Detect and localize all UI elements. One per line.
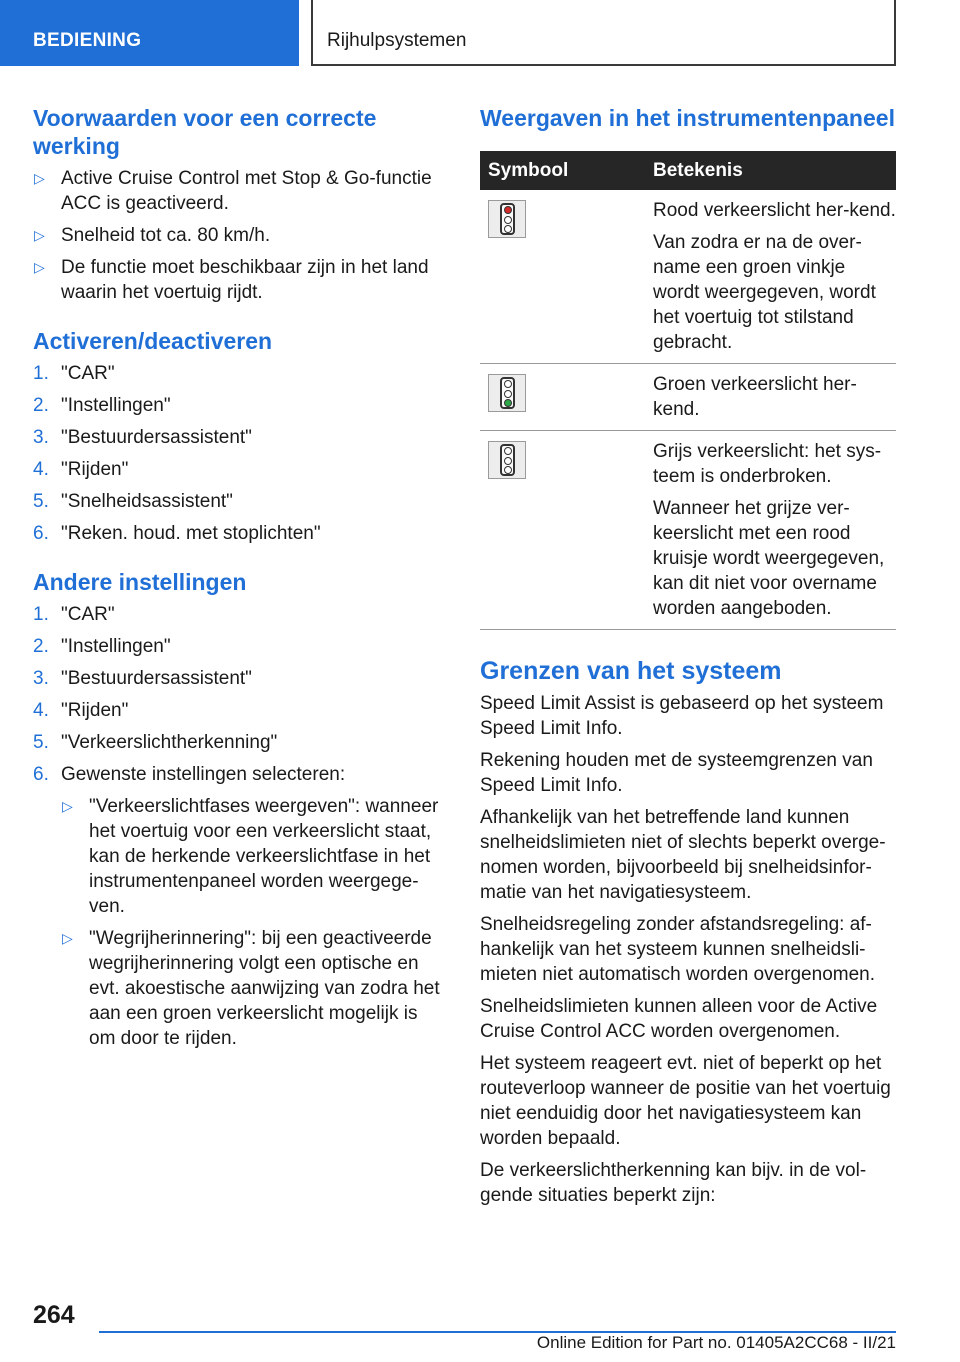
edition-note: Online Edition for Part no. 01405A2CC68 - II/21	[536, 1333, 896, 1352]
list-item: ▷ Snelheid tot ca. 80 km/h.	[34, 225, 271, 246]
meaning-text: Groen verkeerslicht her-kend.	[653, 374, 857, 420]
sub-options-list	[61, 794, 445, 1051]
list-item: ▷ De functie moet beschikbaar zijn in het land waarin het voertuig rijdt.	[34, 257, 429, 303]
triangle-bullet-icon: ▷	[62, 930, 73, 946]
paragraph: Afhankelijk van het betreffende land kunnen snelheidslimieten niet of slechts beperkt overge-nomen worden, bijvoorbeeld bij snelheidsinfor-matie van het navigatiesysteem.	[480, 807, 886, 903]
traffic-light-grey-icon	[488, 441, 526, 479]
list-item: 4. "Rijden"	[33, 700, 129, 721]
chapter-header	[311, 0, 896, 66]
traffic-light-red-icon	[488, 200, 526, 238]
meaning-text: Van zodra er na de over-name een groen vinkje wordt weergegeven, wordt het voertuig tot stilstand gebracht.	[653, 232, 876, 353]
limits-body	[480, 691, 896, 1208]
list-item: 5. "Snelheidsassistent"	[33, 491, 233, 512]
meaning-text: Rood verkeerslicht her-kend.	[653, 200, 896, 221]
activate-steps	[33, 361, 445, 546]
section-label: BEDIENING	[33, 30, 142, 51]
page-number: 264	[33, 1301, 75, 1329]
right-column	[480, 104, 896, 1215]
list-item: ▷ "Verkeerslichtfases weergeven": wanneer het voertuig voor een verkeerslicht staat, kan de herkende verkeerslichtfase in het instrumentenpaneel worden weergege-ven.	[62, 796, 439, 917]
list-item: 1. "CAR"	[33, 604, 115, 625]
section-tab	[0, 0, 299, 66]
paragraph: De verkeerslichtherkenning kan bijv. in de vol-gende situaties beperkt zijn:	[480, 1160, 867, 1206]
list-item: 4. "Rijden"	[33, 459, 129, 480]
paragraph: Speed Limit Assist is gebaseerd op het systeem Speed Limit Info.	[480, 693, 884, 739]
list-item: 1. "CAR"	[33, 363, 115, 384]
triangle-bullet-icon: ▷	[62, 798, 73, 814]
list-item: 3. "Bestuurdersassistent"	[33, 668, 252, 689]
traffic-light-green-icon	[488, 374, 526, 412]
paragraph: Rekening houden met de systeemgrenzen van Speed Limit Info.	[480, 750, 873, 796]
list-item: ▷ Active Cruise Control met Stop & Go-functie ACC is geactiveerd.	[34, 168, 432, 214]
activate-heading: Activeren/deactiveren	[33, 328, 273, 354]
table-row	[480, 431, 896, 630]
limits-heading: Grenzen van het systeem	[480, 657, 782, 685]
paragraph: Het systeem reageert evt. niet of beperkt op het routeverloop wanneer de positie van het voertuig niet eenduidig door het navigatiesysteem kan worden bepaald.	[480, 1053, 891, 1149]
list-item: 2. "Instellingen"	[33, 395, 171, 416]
column-header-symbol: Symbool	[480, 151, 645, 190]
chapter-label: Rijhulpsystemen	[327, 30, 467, 51]
list-item: ▷ "Wegrijherinnering": bij een geactiveerde wegrijherinnering volgt een optische en evt. akoestische aanwijzing van zodra het aan een groen verkeerslicht mogelijk is om door te rijden.	[62, 928, 440, 1049]
symbol-table	[480, 151, 896, 630]
left-column	[33, 104, 445, 1058]
paragraph: Snelheidsregeling zonder afstandsregeling: af-hankelijk van het systeem kunnen snelheidsli-mieten niet automatisch worden overgenomen.	[480, 914, 876, 985]
table-row	[480, 364, 896, 431]
list-item: 5. "Verkeerslichtherkenning"	[33, 732, 278, 753]
other-settings-heading: Andere instellingen	[33, 569, 247, 595]
table-header-row	[480, 151, 896, 190]
paragraph: Snelheidslimieten kunnen alleen voor de Active Cruise Control ACC worden overgenomen.	[480, 996, 878, 1042]
meaning-text: Grijs verkeerslicht: het sys-teem is onderbroken.	[653, 441, 882, 487]
meaning-text: Wanneer het grijze ver-keerslicht met een rood kruisje wordt weergegeven, kan dit niet voor overname worden aangeboden.	[653, 498, 885, 619]
triangle-bullet-icon: ▷	[34, 170, 45, 186]
table-row	[480, 190, 896, 364]
column-header-meaning: Betekenis	[645, 151, 896, 190]
list-item: 6. "Reken. houd. met stoplichten"	[33, 523, 321, 544]
triangle-bullet-icon: ▷	[34, 227, 45, 243]
list-item: 3. "Bestuurdersassistent"	[33, 427, 252, 448]
conditions-heading: Voorwaarden voor een correcte werking	[33, 105, 377, 159]
other-settings-steps	[33, 602, 445, 1051]
conditions-list	[33, 166, 445, 305]
display-heading: Weergaven in het instrumentenpaneel	[480, 105, 895, 131]
triangle-bullet-icon: ▷	[34, 259, 45, 275]
list-item: 2. "Instellingen"	[33, 636, 171, 657]
list-item: 6. Gewenste instellingen selecteren: ▷ "Verkeerslichtfases weergeven": wanneer het voertuig voor een verkeerslicht staat, kan de herkende verkeerslichtfase in het instrumentenpaneel worden weergege-ven. ▷ "Wegrijherinnering": bij een geactiveerde wegrijherinnering volgt een optische en evt. akoestische aanwijzing van zodra het aan een groen verkeerslicht mogelijk is om door te rijden.	[33, 762, 445, 1051]
